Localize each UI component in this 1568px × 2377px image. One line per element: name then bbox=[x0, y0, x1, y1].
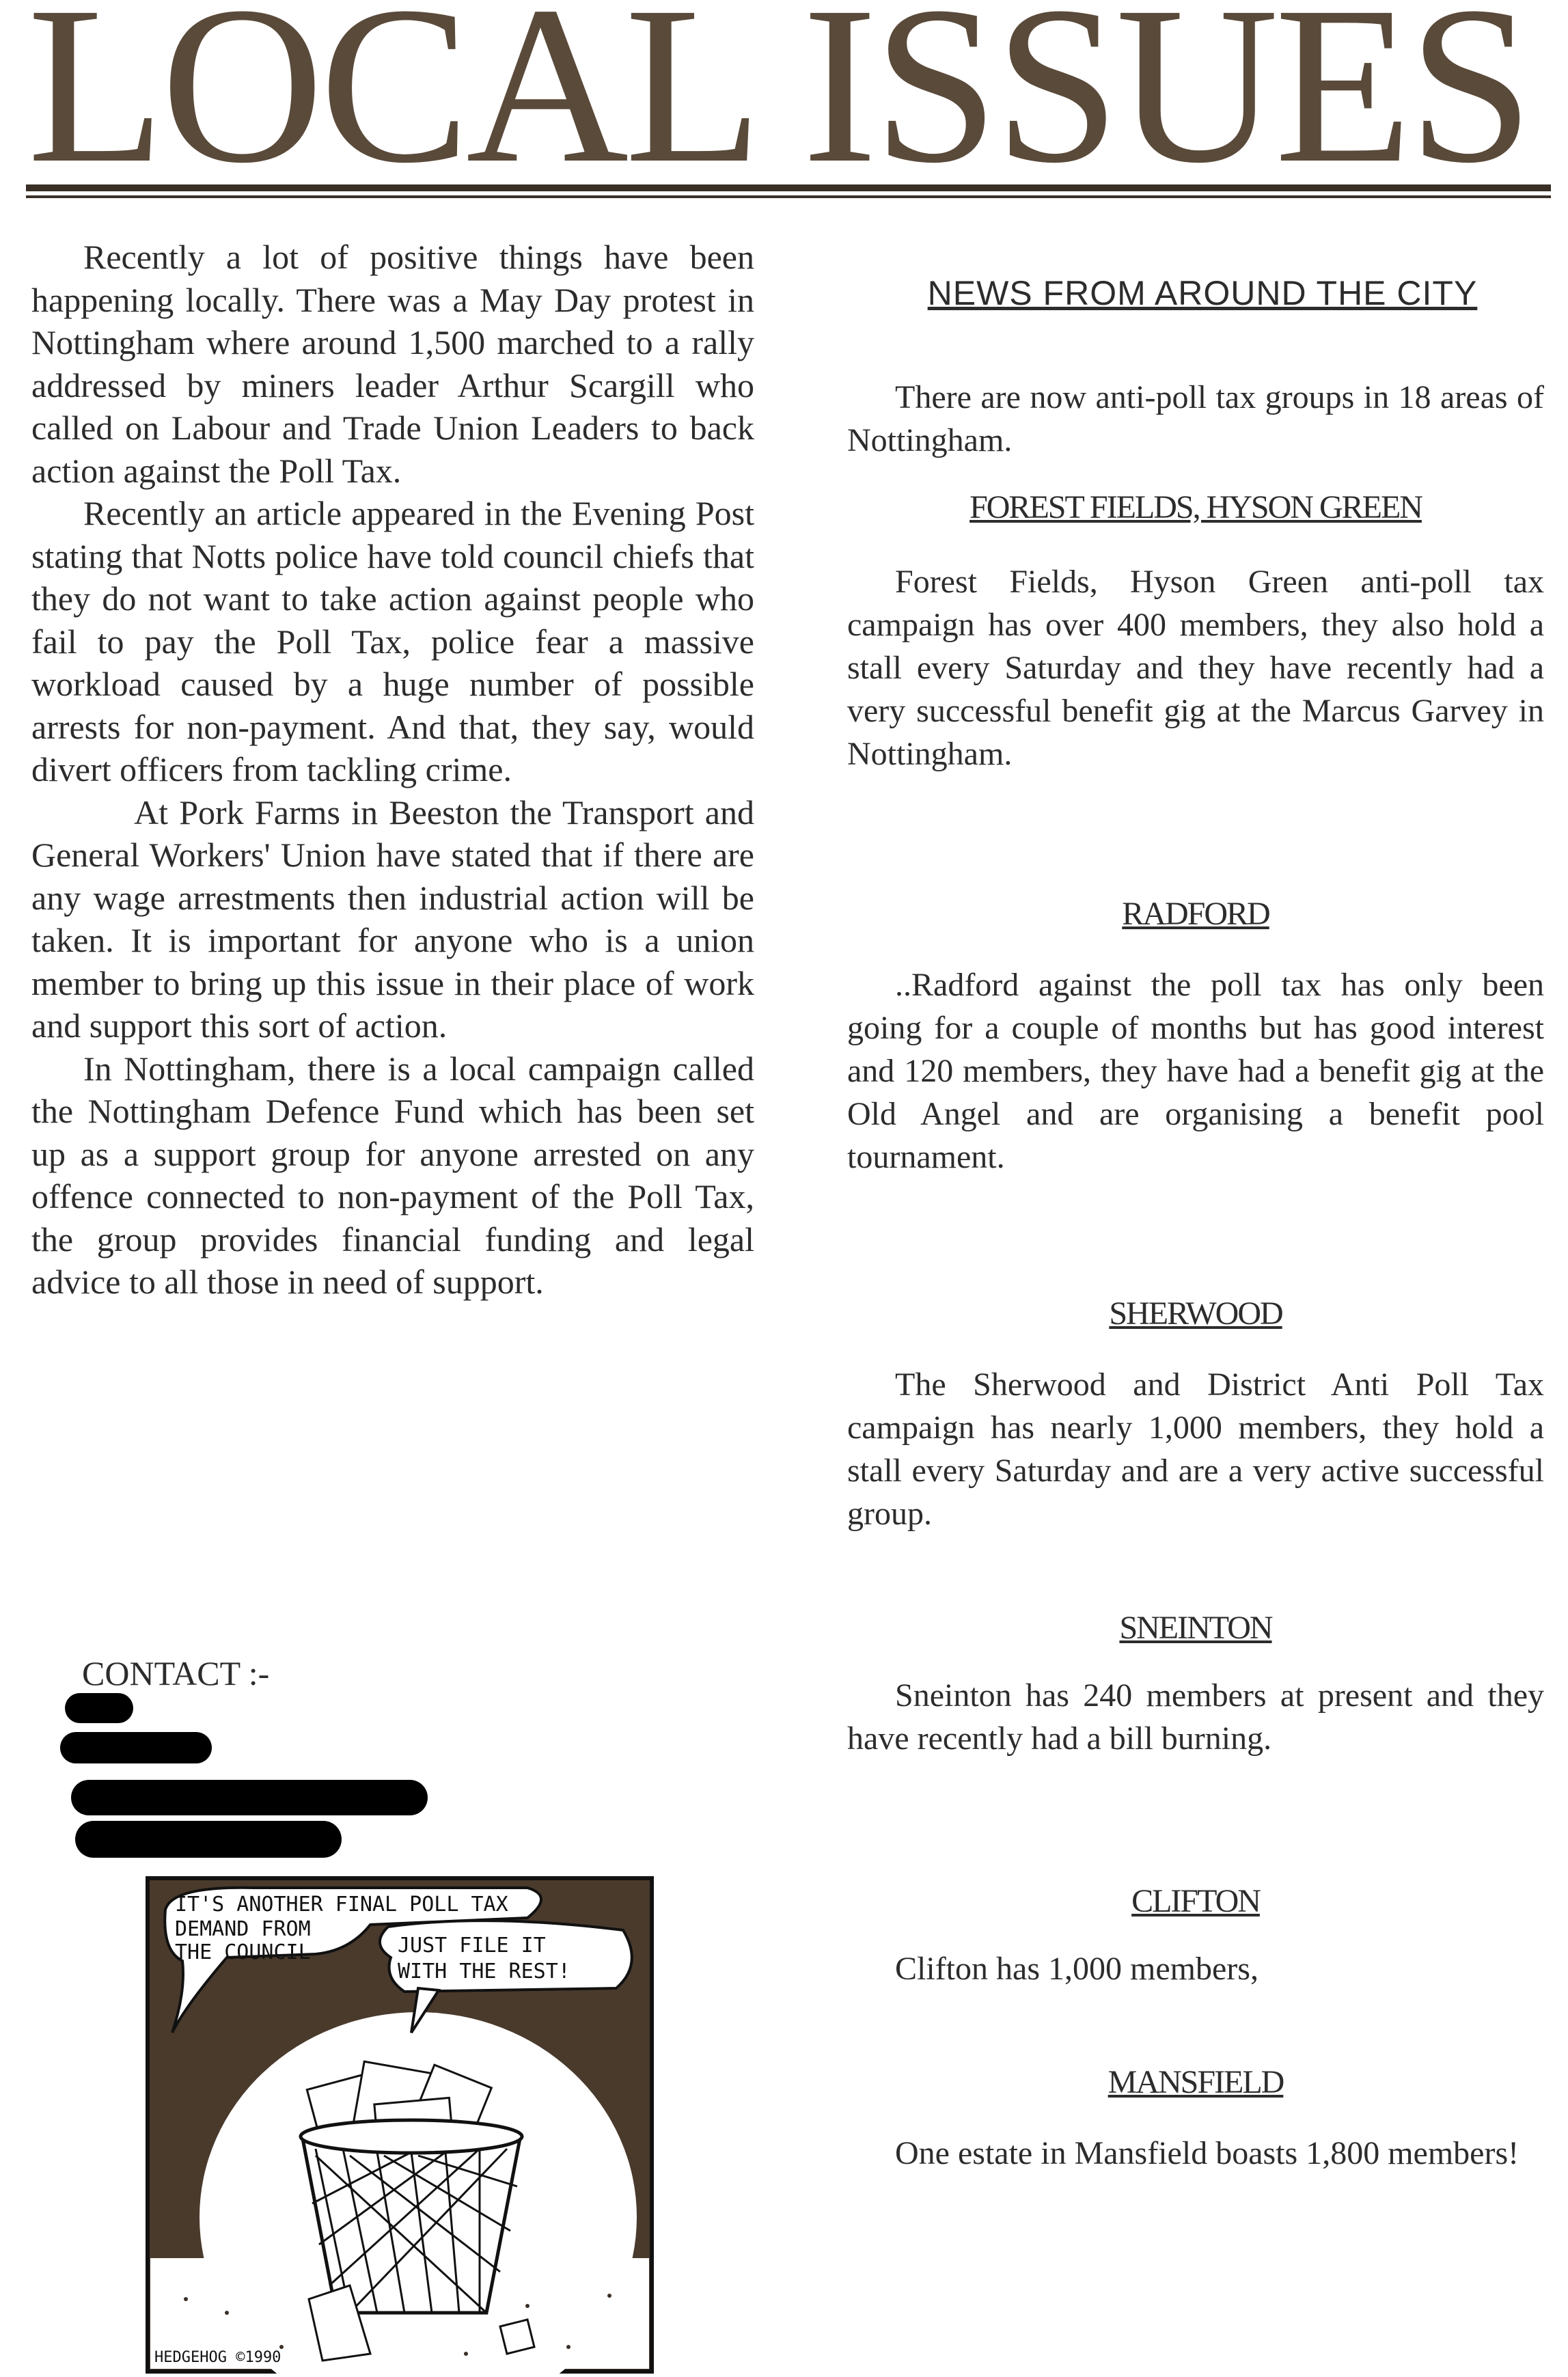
article-paragraph: Recently an article appeared in the Evening Post stating that Notts police have told council chiefs that they do not want to take action against people who fail to pay the Poll Tax, police fear a massive workload caused by a huge number of possible arrests for non-payment. And that, they say, would divert officers from tackling crime. bbox=[31, 494, 754, 788]
masthead-rule bbox=[26, 184, 1551, 191]
left-column bbox=[31, 236, 754, 1304]
section-body-clifton: Clifton has 1,000 members, bbox=[895, 1951, 1258, 1987]
redaction-block bbox=[65, 1693, 133, 1723]
waste-basket bbox=[302, 2135, 521, 2313]
section-heading-forest-fields: FOREST FIELDS, HYSON GREEN bbox=[969, 489, 1422, 525]
article-paragraph: In Nottingham, there is a local campaign called the Nottingham Defence Fund which has been set up as a support group for anyone arrested on any offence connected to non-payment of the Poll Tax, the group provides financial funding and legal advice to all those in need of support. bbox=[31, 1049, 754, 1301]
section-heading-sherwood: SHERWOOD bbox=[1109, 1295, 1282, 1332]
section-body-sherwood: The Sherwood and District Anti Poll Tax campaign has nearly 1,000 members, they hold a stall every Saturday and are a very active successful group. bbox=[847, 1366, 1544, 1532]
bubble1-line: DEMAND FROM bbox=[175, 1917, 311, 1941]
section-body-sneinton: Sneinton has 240 members at present and they have recently had a bill burning. bbox=[847, 1677, 1544, 1757]
masthead-rule-thin bbox=[26, 195, 1551, 198]
masthead-title: LOCAL ISSUES bbox=[27, 0, 1530, 178]
redaction-block bbox=[75, 1821, 342, 1858]
bubble1-line: THE COUNCIL bbox=[175, 1940, 311, 1964]
section-body-radford: ..Radford against the poll tax has only been going for a couple of months but has good interest and 120 members, they have had a benefit gig at the Old Angel and are organising a benefit pool tournament. bbox=[847, 967, 1544, 1175]
section-body-mansfield: One estate in Mansfield boasts 1,800 members! bbox=[895, 2135, 1519, 2171]
bubble2-line: WITH THE REST! bbox=[398, 1960, 570, 1983]
article-paragraph: Recently a lot of positive things have been happening locally. There was a May Day protest in Nottingham where around 1,500 marched to a rally addressed by miners leader Arthur Scargill who called on Labour and Trade Union Leaders to back action against the Poll Tax. bbox=[31, 238, 754, 490]
contact-label: CONTACT :- bbox=[82, 1654, 270, 1692]
poll-tax-cartoon bbox=[145, 1876, 655, 2374]
section-heading-radford: RADFORD bbox=[1122, 896, 1269, 932]
section-heading-clifton: CLIFTON bbox=[1131, 1883, 1260, 1919]
cartoon-signature: HEDGEHOG ©1990 bbox=[154, 2349, 281, 2366]
news-intro: There are now anti-poll tax groups in 18 areas of Nottingham. bbox=[847, 379, 1544, 458]
bubble1-line: IT'S ANOTHER FINAL POLL TAX bbox=[175, 1893, 508, 1916]
section-heading-sneinton: SNEINTON bbox=[1119, 1610, 1272, 1646]
bubble2-line: JUST FILE IT bbox=[398, 1934, 546, 1957]
section-heading-mansfield: MANSFIELD bbox=[1108, 2064, 1284, 2100]
redaction-block bbox=[60, 1732, 212, 1763]
section-body-forest-fields: Forest Fields, Hyson Green anti-poll tax campaign has over 400 members, they also hold a stall every Saturday and they have recently had a very successful benefit gig at the Marcus Garvey in Nottingham. bbox=[847, 564, 1544, 772]
news-heading: NEWS FROM AROUND THE CITY bbox=[927, 274, 1478, 312]
redaction-block bbox=[71, 1780, 428, 1815]
article-paragraph: At Pork Farms in Beeston the Transport and General Workers' Union have stated that if there are any wage arrestments then industrial action will be taken. It is important for anyone who is a union member to bring up this issue in their place of work and support this sort of action. bbox=[31, 793, 754, 1045]
